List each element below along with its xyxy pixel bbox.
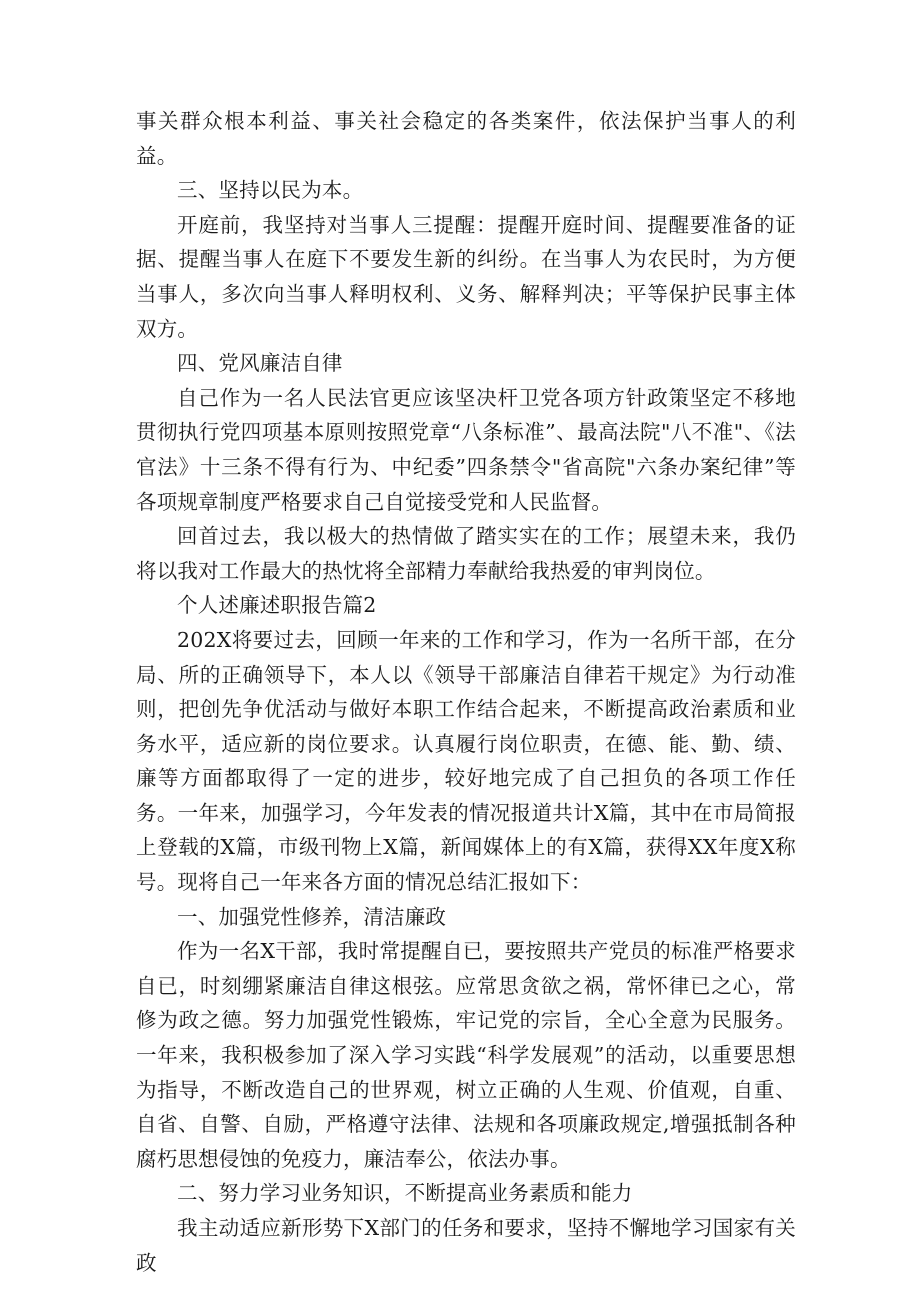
paragraph: 作为一名X干部，我时常提醒自已，要按照共产党员的标准严格要求自已，时刻绷紧廉洁自律这根弦。应常思贪欲之祸，常怀律已之心，常修为政之德。努力加强党性锻炼，牢记党的宗旨，全心全意为民服务。一年来，我积极参加了深入学习实践“科学发展观”的活动，以重要思想为指导，不断改造自己的世界观，树立正确的人生观、价值观，自重、自省、自警、自励，严格遵守法律、法规和各项廉政规定,增强抵制各种腐朽思想侵蚀的免疫力，廉洁奉公，依法办事。 — [136, 939, 796, 1171]
paragraph: 自己作为一名人民法官更应该坚决杆卫党各项方针政策坚定不移地贯彻执行党四项基本原则按照党章“八条标准”、最高法院"八不准"、《法官法》十三条不得有行为、中纪委”四条禁令"省高院"六条办案纪律”等各项规章制度严格要求自己自觉接受党和人民监督。 — [136, 385, 796, 514]
section-heading: 三、坚持以民为本。 — [177, 178, 364, 203]
document-page — [136, 104, 796, 1280]
section-heading: 四、党风廉洁自律 — [177, 351, 343, 376]
paragraph: 我主动适应新形势下X部门的任务和要求，坚持不懈地学习国家有关政 — [136, 1216, 796, 1275]
paragraph: 开庭前，我坚持对当事人三提醒：提醒开庭时间、提醒要准备的证据、提醒当事人在庭下不要发生新的纠纷。在当事人为农民时，为方便当事人，多次向当事人释明权利、义务、解释判决；平等保护民事主体双方。 — [136, 212, 796, 341]
report-title: 个人述廉述职报告篇2 — [177, 593, 377, 618]
paragraph: 回首过去，我以极大的热情做了踏实实在的工作；展望未来，我仍将以我对工作最大的热忱将全部精力奉献给我热爱的审判岗位。 — [136, 524, 796, 583]
section-heading: 二、努力学习业务知识，不断提高业务素质和能力 — [177, 1181, 633, 1206]
paragraph: 202X将要过去，回顾一年来的工作和学习，作为一名所干部，在分局、所的正确领导下，本人以《领导干部廉洁自律若干规定》为行动准则，把创先争优活动与做好本职工作结合起来，不断提高政治素质和业务水平，适应新的岗位要求。认真履行岗位职责，在德、能、勤、绩、廉等方面都取得了一定的进步，较好地完成了自己担负的各项工作任务。一年来，加强学习，今年发表的情况报道共计X篇，其中在市局简报上登载的X篇，市级刊物上X篇，新闻媒体上的有X篇，获得XX年度X称号。现将自己一年来各方面的情况总结汇报如下： — [136, 627, 796, 895]
section-heading: 一、加强党性修养，清洁廉政 — [177, 904, 447, 929]
paragraph-continued: 事关群众根本利益、事关社会稳定的各类案件，依法保护当事人的利益。 — [136, 109, 796, 168]
